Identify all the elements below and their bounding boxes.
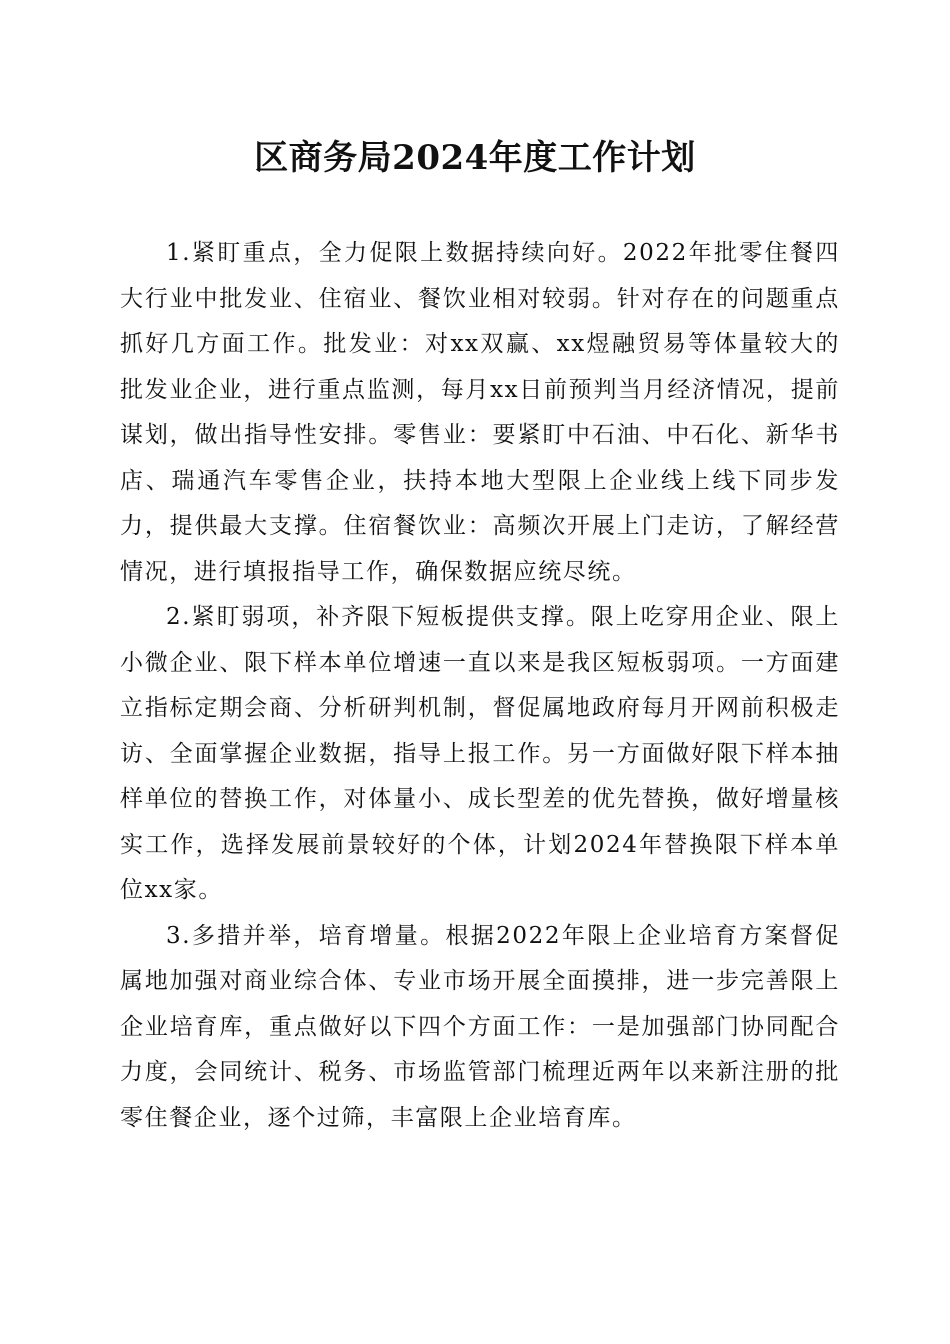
document-body	[120, 231, 840, 1141]
paragraph-1: 1.紧盯重点，全力促限上数据持续向好。2022年批零住餐四大行业中批发业、住宿业、餐饮业相对较弱。针对存在的问题重点抓好几方面工作。批发业：对xx双赢、xx煜融贸易等体量较大的批发业企业，进行重点监测，每月xx日前预判当月经济情况，提前谋划，做出指导性安排。零售业：要紧盯中石油、中石化、新华书店、瑞通汽车零售企业，扶持本地大型限上企业线上线下同步发力，提供最大支撑。住宿餐饮业：高频次开展上门走访，了解经营情况，进行填报指导工作，确保数据应统尽统。	[120, 240, 840, 585]
document-title: 区商务局2024年度工作计划	[254, 138, 696, 178]
paragraph-3: 3.多措并举，培育增量。根据2022年限上企业培育方案督促属地加强对商业综合体、专业市场开展全面摸排，进一步完善限上企业培育库，重点做好以下四个方面工作：一是加强部门协同配合力度，会同统计、税务、市场监管部门梳理近两年以来新注册的批零住餐企业，逐个过筛，丰富限上企业培育库。	[120, 922, 840, 1131]
paragraph-2: 2.紧盯弱项，补齐限下短板提供支撑。限上吃穿用企业、限上小微企业、限下样本单位增速一直以来是我区短板弱项。一方面建立指标定期会商、分析研判机制，督促属地政府每月开网前积极走访、全面掌握企业数据，指导上报工作。另一方面做好限下样本抽样单位的替换工作，对体量小、成长型差的优先替换，做好增量核实工作，选择发展前景较好的个体，计划2024年替换限下样本单位xx家。	[120, 604, 840, 903]
